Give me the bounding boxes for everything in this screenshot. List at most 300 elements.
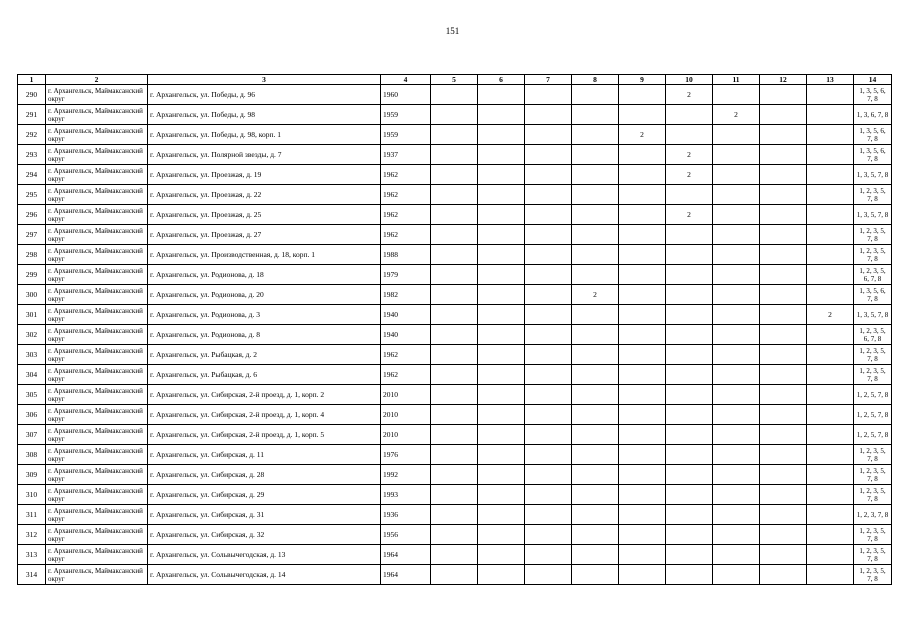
col-14-cell: 1, 2, 5, 7, 8 [854, 385, 892, 405]
col-6-cell [478, 165, 525, 185]
col-8-cell [572, 305, 619, 325]
col-11-cell [713, 185, 760, 205]
col-11-cell: 2 [713, 105, 760, 125]
address-cell: г. Архангельск, ул. Победы, д. 98, корп. 1 [148, 125, 381, 145]
table-row [18, 445, 892, 465]
year-built-cell: 1964 [381, 565, 431, 585]
col-8-cell [572, 245, 619, 265]
col-8-cell [572, 385, 619, 405]
municipality-cell: г. Архангельск, Маймаксанский округ [46, 105, 148, 125]
col-5-cell [431, 405, 478, 425]
col-13-cell: 2 [807, 305, 854, 325]
col-10-cell [666, 265, 713, 285]
col-7-cell [525, 125, 572, 145]
col-6-cell [478, 505, 525, 525]
municipality-cell: г. Архангельск, Маймаксанский округ [46, 425, 148, 445]
row-number-cell: 309 [18, 465, 46, 485]
col-5-cell [431, 105, 478, 125]
col-6-cell [478, 485, 525, 505]
table-header-row [18, 75, 892, 85]
column-header-9: 9 [619, 75, 666, 85]
col-6-cell [478, 85, 525, 105]
row-number-cell: 314 [18, 565, 46, 585]
col-13-cell [807, 485, 854, 505]
address-cell: г. Архангельск, ул. Сибирская, 2-й проезд, д. 1, корп. 5 [148, 425, 381, 445]
col-6-cell [478, 385, 525, 405]
address-cell: г. Архангельск, ул. Рыбацкая, д. 6 [148, 365, 381, 385]
col-13-cell [807, 285, 854, 305]
col-11-cell [713, 545, 760, 565]
col-13-cell [807, 165, 854, 185]
col-8-cell [572, 185, 619, 205]
year-built-cell: 1959 [381, 105, 431, 125]
col-10-cell: 2 [666, 165, 713, 185]
municipality-cell: г. Архангельск, Маймаксанский округ [46, 525, 148, 545]
year-built-cell: 1956 [381, 525, 431, 545]
col-14-cell: 1, 3, 5, 7, 8 [854, 305, 892, 325]
col-13-cell [807, 465, 854, 485]
col-7-cell [525, 425, 572, 445]
column-header-5: 5 [431, 75, 478, 85]
col-6-cell [478, 145, 525, 165]
year-built-cell: 1962 [381, 165, 431, 185]
col-12-cell [760, 385, 807, 405]
col-11-cell [713, 225, 760, 245]
address-cell: г. Архангельск, ул. Победы, д. 96 [148, 85, 381, 105]
column-header-1: 1 [18, 75, 46, 85]
col-14-cell: 1, 2, 3, 5, 7, 8 [854, 525, 892, 545]
year-built-cell: 1976 [381, 445, 431, 465]
column-header-3: 3 [148, 75, 381, 85]
address-cell: г. Архангельск, ул. Победы, д. 98 [148, 105, 381, 125]
col-12-cell [760, 425, 807, 445]
col-13-cell [807, 265, 854, 285]
col-14-cell: 1, 3, 5, 6, 7, 8 [854, 85, 892, 105]
col-12-cell [760, 345, 807, 365]
col-10-cell [666, 125, 713, 145]
col-14-cell: 1, 2, 5, 7, 8 [854, 405, 892, 425]
col-8-cell [572, 265, 619, 285]
year-built-cell: 1962 [381, 205, 431, 225]
table-row [18, 385, 892, 405]
col-9-cell [619, 225, 666, 245]
col-12-cell [760, 205, 807, 225]
col-9-cell [619, 285, 666, 305]
col-13-cell [807, 365, 854, 385]
col-14-cell: 1, 2, 5, 7, 8 [854, 425, 892, 445]
col-12-cell [760, 505, 807, 525]
col-9-cell [619, 85, 666, 105]
col-5-cell [431, 565, 478, 585]
year-built-cell: 1940 [381, 325, 431, 345]
municipality-cell: г. Архангельск, Маймаксанский округ [46, 505, 148, 525]
col-7-cell [525, 325, 572, 345]
address-cell: г. Архангельск, ул. Производственная, д. 18, корп. 1 [148, 245, 381, 265]
address-cell: г. Архангельск, ул. Родионова, д. 8 [148, 325, 381, 345]
col-11-cell [713, 365, 760, 385]
table-row [18, 185, 892, 205]
municipality-cell: г. Архангельск, Маймаксанский округ [46, 445, 148, 465]
col-14-cell: 1, 2, 3, 5, 7, 8 [854, 545, 892, 565]
col-5-cell [431, 125, 478, 145]
col-13-cell [807, 325, 854, 345]
col-7-cell [525, 485, 572, 505]
col-8-cell: 2 [572, 285, 619, 305]
col-11-cell [713, 385, 760, 405]
municipality-cell: г. Архангельск, Маймаксанский округ [46, 305, 148, 325]
municipality-cell: г. Архангельск, Маймаксанский округ [46, 285, 148, 305]
col-10-cell [666, 105, 713, 125]
row-number-cell: 292 [18, 125, 46, 145]
col-12-cell [760, 85, 807, 105]
col-13-cell [807, 125, 854, 145]
table-row [18, 525, 892, 545]
col-11-cell [713, 465, 760, 485]
col-10-cell [666, 525, 713, 545]
col-9-cell [619, 185, 666, 205]
table-row [18, 165, 892, 185]
col-9-cell [619, 445, 666, 465]
col-7-cell [525, 285, 572, 305]
col-7-cell [525, 365, 572, 385]
column-header-12: 12 [760, 75, 807, 85]
col-8-cell [572, 325, 619, 345]
col-10-cell [666, 185, 713, 205]
col-11-cell [713, 505, 760, 525]
col-7-cell [525, 225, 572, 245]
col-13-cell [807, 525, 854, 545]
year-built-cell: 1992 [381, 465, 431, 485]
row-number-cell: 295 [18, 185, 46, 205]
address-cell: г. Архангельск, ул. Сольвычегодская, д. 14 [148, 565, 381, 585]
col-10-cell [666, 245, 713, 265]
col-12-cell [760, 305, 807, 325]
col-8-cell [572, 345, 619, 365]
municipality-cell: г. Архангельск, Маймаксанский округ [46, 485, 148, 505]
col-9-cell [619, 265, 666, 285]
col-5-cell [431, 145, 478, 165]
col-6-cell [478, 545, 525, 565]
col-9-cell [619, 505, 666, 525]
col-6-cell [478, 205, 525, 225]
row-number-cell: 303 [18, 345, 46, 365]
col-9-cell [619, 525, 666, 545]
page-number: 151 [445, 26, 460, 36]
col-11-cell [713, 525, 760, 545]
table-row [18, 205, 892, 225]
col-14-cell: 1, 2, 3, 5, 7, 8 [854, 365, 892, 385]
col-9-cell [619, 465, 666, 485]
col-11-cell [713, 125, 760, 145]
col-6-cell [478, 125, 525, 145]
col-10-cell [666, 465, 713, 485]
col-6-cell [478, 445, 525, 465]
col-13-cell [807, 85, 854, 105]
col-11-cell [713, 165, 760, 185]
col-9-cell [619, 385, 666, 405]
year-built-cell: 2010 [381, 385, 431, 405]
col-9-cell [619, 305, 666, 325]
col-11-cell [713, 485, 760, 505]
col-12-cell [760, 225, 807, 245]
col-5-cell [431, 245, 478, 265]
col-10-cell [666, 365, 713, 385]
col-7-cell [525, 105, 572, 125]
col-14-cell: 1, 2, 3, 5, 7, 8 [854, 185, 892, 205]
year-built-cell: 1962 [381, 345, 431, 365]
col-11-cell [713, 145, 760, 165]
municipality-cell: г. Архангельск, Маймаксанский округ [46, 185, 148, 205]
col-9-cell [619, 205, 666, 225]
col-8-cell [572, 445, 619, 465]
row-number-cell: 299 [18, 265, 46, 285]
municipality-cell: г. Архангельск, Маймаксанский округ [46, 365, 148, 385]
col-10-cell [666, 545, 713, 565]
address-cell: г. Архангельск, ул. Сибирская, 2-й проезд, д. 1, корп. 4 [148, 405, 381, 425]
year-built-cell: 1964 [381, 545, 431, 565]
col-10-cell [666, 345, 713, 365]
col-9-cell [619, 165, 666, 185]
col-12-cell [760, 245, 807, 265]
address-cell: г. Архангельск, ул. Сибирская, 2-й проезд, д. 1, корп. 2 [148, 385, 381, 405]
municipality-cell: г. Архангельск, Маймаксанский округ [46, 85, 148, 105]
row-number-cell: 302 [18, 325, 46, 345]
col-7-cell [525, 405, 572, 425]
col-5-cell [431, 425, 478, 445]
municipality-cell: г. Архангельск, Маймаксанский округ [46, 385, 148, 405]
col-5-cell [431, 445, 478, 465]
col-10-cell [666, 485, 713, 505]
col-13-cell [807, 225, 854, 245]
col-12-cell [760, 165, 807, 185]
year-built-cell: 1979 [381, 265, 431, 285]
col-14-cell: 1, 3, 5, 7, 8 [854, 165, 892, 185]
municipality-cell: г. Архангельск, Маймаксанский округ [46, 225, 148, 245]
col-8-cell [572, 145, 619, 165]
col-6-cell [478, 285, 525, 305]
address-cell: г. Архангельск, ул. Сольвычегодская, д. 13 [148, 545, 381, 565]
col-7-cell [525, 345, 572, 365]
col-11-cell [713, 305, 760, 325]
col-7-cell [525, 505, 572, 525]
table-row [18, 505, 892, 525]
col-5-cell [431, 285, 478, 305]
address-cell: г. Архангельск, ул. Проезжая, д. 19 [148, 165, 381, 185]
col-8-cell [572, 105, 619, 125]
row-number-cell: 300 [18, 285, 46, 305]
table-row [18, 565, 892, 585]
column-header-10: 10 [666, 75, 713, 85]
municipality-cell: г. Архангельск, Маймаксанский округ [46, 545, 148, 565]
col-7-cell [525, 205, 572, 225]
year-built-cell: 2010 [381, 425, 431, 445]
col-5-cell [431, 345, 478, 365]
col-12-cell [760, 105, 807, 125]
year-built-cell: 1959 [381, 125, 431, 145]
address-cell: г. Архангельск, ул. Родионова, д. 3 [148, 305, 381, 325]
year-built-cell: 1988 [381, 245, 431, 265]
col-14-cell: 1, 2, 3, 5, 6, 7, 8 [854, 325, 892, 345]
col-6-cell [478, 525, 525, 545]
row-number-cell: 304 [18, 365, 46, 385]
address-cell: г. Архангельск, ул. Рыбацкая, д. 2 [148, 345, 381, 365]
column-header-11: 11 [713, 75, 760, 85]
col-8-cell [572, 465, 619, 485]
col-11-cell [713, 325, 760, 345]
table-row [18, 85, 892, 105]
col-14-cell: 1, 3, 5, 6, 7, 8 [854, 145, 892, 165]
year-built-cell: 1962 [381, 185, 431, 205]
col-9-cell [619, 105, 666, 125]
col-11-cell [713, 445, 760, 465]
municipality-cell: г. Архангельск, Маймаксанский округ [46, 325, 148, 345]
municipality-cell: г. Архангельск, Маймаксанский округ [46, 405, 148, 425]
col-12-cell [760, 185, 807, 205]
col-5-cell [431, 305, 478, 325]
address-cell: г. Архангельск, ул. Сибирская, д. 28 [148, 465, 381, 485]
col-7-cell [525, 165, 572, 185]
col-9-cell [619, 485, 666, 505]
col-13-cell [807, 445, 854, 465]
column-header-6: 6 [478, 75, 525, 85]
col-6-cell [478, 245, 525, 265]
col-5-cell [431, 225, 478, 245]
col-10-cell: 2 [666, 205, 713, 225]
col-12-cell [760, 265, 807, 285]
col-10-cell [666, 325, 713, 345]
col-9-cell: 2 [619, 125, 666, 145]
col-8-cell [572, 545, 619, 565]
col-8-cell [572, 505, 619, 525]
address-cell: г. Архангельск, ул. Полярной звезды, д. 7 [148, 145, 381, 165]
table-row [18, 365, 892, 385]
table-row [18, 545, 892, 565]
col-14-cell: 1, 2, 3, 5, 7, 8 [854, 565, 892, 585]
col-13-cell [807, 245, 854, 265]
year-built-cell: 2010 [381, 405, 431, 425]
col-6-cell [478, 365, 525, 385]
column-header-14: 14 [854, 75, 892, 85]
col-10-cell [666, 565, 713, 585]
municipality-cell: г. Архангельск, Маймаксанский округ [46, 145, 148, 165]
col-11-cell [713, 425, 760, 445]
col-5-cell [431, 485, 478, 505]
municipality-cell: г. Архангельск, Маймаксанский округ [46, 125, 148, 145]
col-11-cell [713, 205, 760, 225]
col-5-cell [431, 185, 478, 205]
col-9-cell [619, 345, 666, 365]
col-5-cell [431, 85, 478, 105]
col-7-cell [525, 385, 572, 405]
col-8-cell [572, 85, 619, 105]
col-7-cell [525, 185, 572, 205]
col-11-cell [713, 345, 760, 365]
municipality-cell: г. Архангельск, Маймаксанский округ [46, 165, 148, 185]
col-7-cell [525, 305, 572, 325]
col-11-cell [713, 405, 760, 425]
col-9-cell [619, 245, 666, 265]
register-table [17, 74, 892, 585]
col-14-cell: 1, 3, 5, 7, 8 [854, 205, 892, 225]
col-12-cell [760, 365, 807, 385]
col-6-cell [478, 225, 525, 245]
row-number-cell: 311 [18, 505, 46, 525]
column-header-7: 7 [525, 75, 572, 85]
col-14-cell: 1, 2, 3, 5, 7, 8 [854, 485, 892, 505]
table-row [18, 485, 892, 505]
row-number-cell: 290 [18, 85, 46, 105]
col-12-cell [760, 525, 807, 545]
col-10-cell [666, 445, 713, 465]
col-13-cell [807, 205, 854, 225]
col-8-cell [572, 125, 619, 145]
row-number-cell: 297 [18, 225, 46, 245]
municipality-cell: г. Архангельск, Маймаксанский округ [46, 345, 148, 365]
col-7-cell [525, 145, 572, 165]
year-built-cell: 1960 [381, 85, 431, 105]
table-body [18, 85, 892, 585]
municipality-cell: г. Архангельск, Маймаксанский округ [46, 205, 148, 225]
col-5-cell [431, 525, 478, 545]
row-number-cell: 296 [18, 205, 46, 225]
table-row [18, 225, 892, 245]
col-5-cell [431, 385, 478, 405]
col-10-cell: 2 [666, 145, 713, 165]
col-6-cell [478, 565, 525, 585]
col-8-cell [572, 425, 619, 445]
row-number-cell: 305 [18, 385, 46, 405]
col-14-cell: 1, 2, 3, 5, 6, 7, 8 [854, 265, 892, 285]
col-5-cell [431, 165, 478, 185]
col-10-cell [666, 225, 713, 245]
col-8-cell [572, 565, 619, 585]
col-6-cell [478, 465, 525, 485]
col-11-cell [713, 285, 760, 305]
col-10-cell [666, 425, 713, 445]
col-7-cell [525, 85, 572, 105]
col-11-cell [713, 565, 760, 585]
col-13-cell [807, 185, 854, 205]
col-7-cell [525, 265, 572, 285]
col-10-cell [666, 305, 713, 325]
col-9-cell [619, 425, 666, 445]
col-8-cell [572, 225, 619, 245]
col-6-cell [478, 105, 525, 125]
col-6-cell [478, 305, 525, 325]
col-7-cell [525, 445, 572, 465]
address-cell: г. Архангельск, ул. Проезжая, д. 22 [148, 185, 381, 205]
row-number-cell: 298 [18, 245, 46, 265]
col-6-cell [478, 325, 525, 345]
col-8-cell [572, 365, 619, 385]
col-7-cell [525, 565, 572, 585]
col-12-cell [760, 325, 807, 345]
col-8-cell [572, 205, 619, 225]
table-row [18, 285, 892, 305]
col-12-cell [760, 545, 807, 565]
col-14-cell: 1, 2, 3, 5, 7, 8 [854, 445, 892, 465]
col-10-cell [666, 405, 713, 425]
col-6-cell [478, 425, 525, 445]
col-10-cell: 2 [666, 85, 713, 105]
year-built-cell: 1937 [381, 145, 431, 165]
col-13-cell [807, 505, 854, 525]
col-5-cell [431, 325, 478, 345]
table-row [18, 425, 892, 445]
col-5-cell [431, 365, 478, 385]
col-9-cell [619, 145, 666, 165]
col-12-cell [760, 465, 807, 485]
